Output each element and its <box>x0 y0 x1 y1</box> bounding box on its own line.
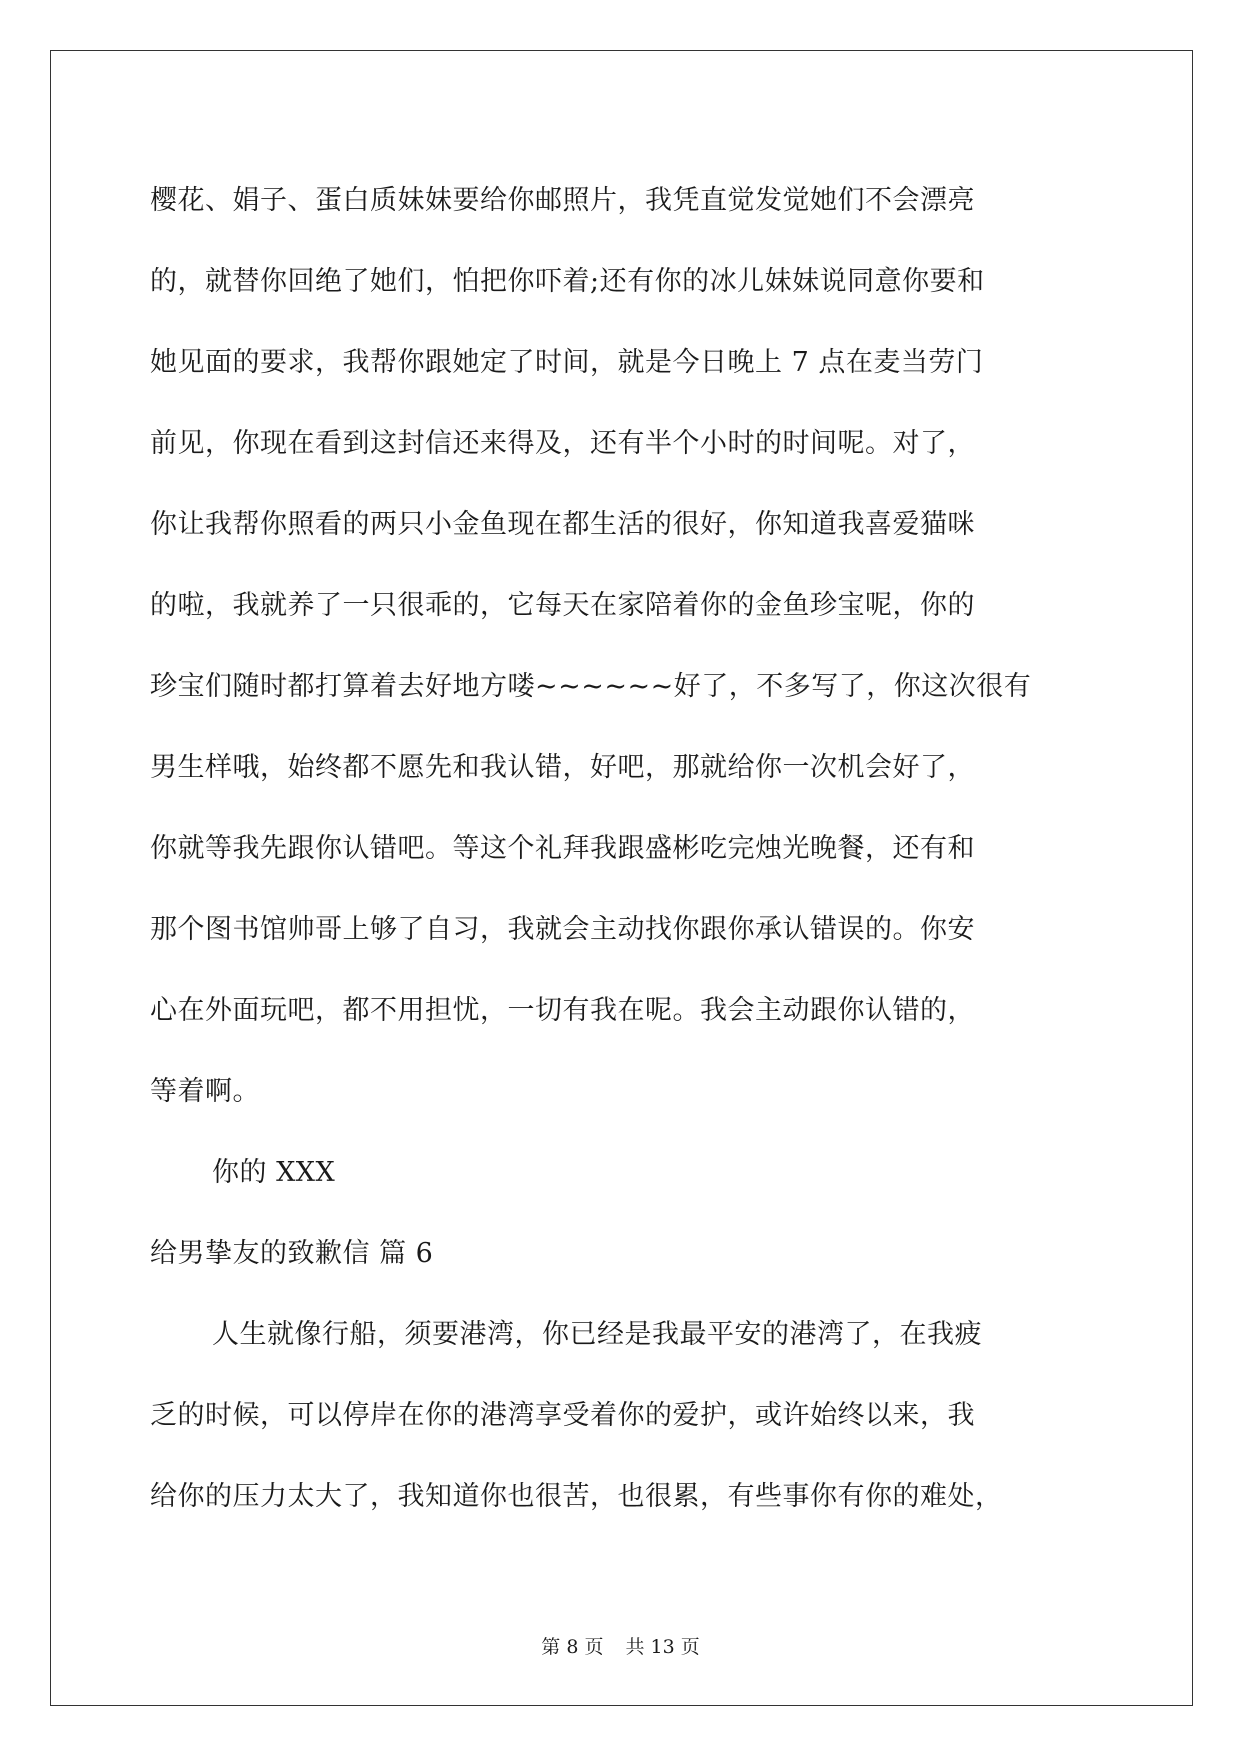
text-line: 人生就像行船，须要港湾，你已经是我最平安的港湾了，在我疲 <box>212 1319 982 1350</box>
text-line: 男生样哦，始终都不愿先和我认错，好吧，那就给你一次机会好了， <box>150 752 975 783</box>
text-line: 你让我帮你照看的两只小金鱼现在都生活的很好，你知道我喜爱猫咪 <box>150 509 975 540</box>
text-line: 前见，你现在看到这封信还来得及，还有半个小时的时间呢。对了， <box>150 428 975 459</box>
text-line: 樱花、娟子、蛋白质妹妹要给你邮照片，我凭直觉发觉她们不会漂亮 <box>150 185 975 216</box>
page-footer <box>0 1632 1241 1659</box>
page-number: 第 8 页 <box>541 1636 604 1658</box>
text-line: 心在外面玩吧，都不用担忧，一切有我在呢。我会主动跟你认错的， <box>150 995 975 1026</box>
text-line: 她见面的要求，我帮你跟她定了时间，就是今日晚上 7 点在麦当劳门 <box>150 347 984 378</box>
text-line: 你就等我先跟你认错吧。等这个礼拜我跟盛彬吃完烛光晚餐，还有和 <box>150 833 975 864</box>
signature: 你的 XXX <box>212 1157 336 1188</box>
text-line: 的，就替你回绝了她们，怕把你吓着;还有你的冰儿妹妹说同意你要和 <box>150 266 985 297</box>
text-line: 珍宝们随时都打算着去好地方喽~~~~~~好了，不多写了，你这次很有 <box>150 671 1032 702</box>
text-line: 等着啊。 <box>150 1076 260 1107</box>
text-line: 的啦，我就养了一只很乖的，它每天在家陪着你的金鱼珍宝呢，你的 <box>150 590 975 621</box>
document-body <box>150 160 1090 1537</box>
text-line: 乏的时候，可以停岸在你的港湾享受着你的爱护，或许始终以来，我 <box>150 1400 975 1431</box>
section-title: 给男挚友的致歉信 篇 6 <box>150 1238 434 1269</box>
text-line: 那个图书馆帅哥上够了自习，我就会主动找你跟你承认错误的。你安 <box>150 914 975 945</box>
page-total: 共 13 页 <box>625 1636 700 1658</box>
text-line: 给你的压力太大了，我知道你也很苦，也很累，有些事你有你的难处， <box>150 1481 1003 1512</box>
